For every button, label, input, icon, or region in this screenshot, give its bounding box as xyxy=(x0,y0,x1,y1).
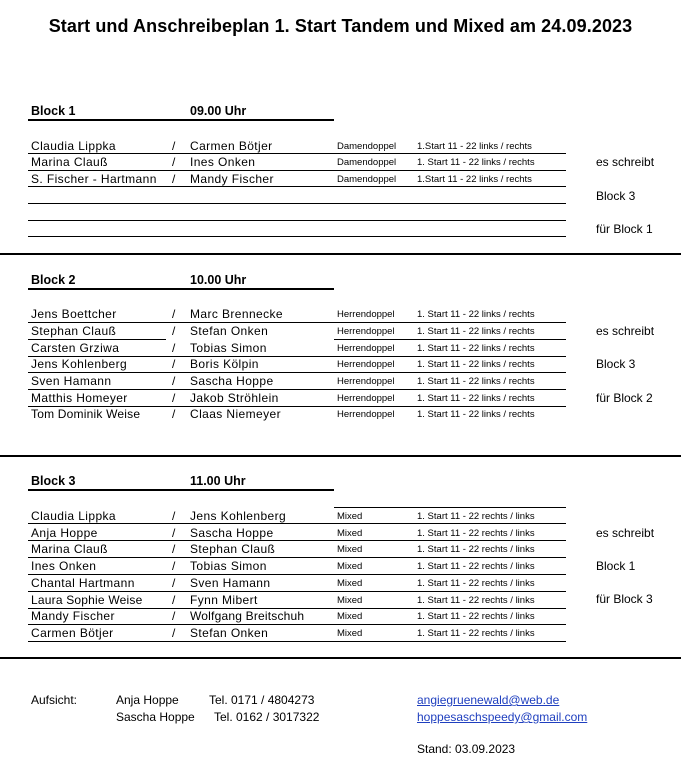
pair-separator: / xyxy=(172,341,176,355)
player-2: Sven Hamann xyxy=(190,576,271,590)
player-1: Carmen Bötjer xyxy=(31,626,114,640)
discipline: Mixed xyxy=(337,511,363,522)
pair-separator: / xyxy=(172,374,176,388)
side-note: für Block 2 xyxy=(596,391,653,405)
pair-separator: / xyxy=(172,357,176,371)
block-label: Block 1 xyxy=(31,104,76,118)
start-info: 1. Start 11 - 22 links / rechts xyxy=(417,376,535,387)
player-2: Carmen Bötjer xyxy=(190,139,273,153)
start-info: 1. Start 11 - 22 rechts / links xyxy=(417,578,535,589)
start-info: 1. Start 11 - 22 links / rechts xyxy=(417,409,535,420)
player-2: Sascha Hoppe xyxy=(190,374,274,388)
player-2: Stefan Onken xyxy=(190,626,269,640)
discipline: Mixed xyxy=(337,578,363,589)
table-row xyxy=(0,559,681,575)
player-2: Sascha Hoppe xyxy=(190,526,274,540)
pair-separator: / xyxy=(172,542,176,556)
row-rule xyxy=(28,153,566,154)
start-info: 1. Start 11 - 22 rechts / links xyxy=(417,628,535,639)
row-rule xyxy=(28,170,566,171)
pair-separator: / xyxy=(172,172,176,186)
player-1: Marina Clauß xyxy=(31,542,108,556)
start-info: 1. Start 11 - 22 rechts / links xyxy=(417,561,535,572)
block-time: 10.00 Uhr xyxy=(190,273,247,287)
player-2: Fynn Mibert xyxy=(190,593,258,607)
block-label: Block 2 xyxy=(31,273,76,287)
player-2: Tobias Simon xyxy=(190,341,267,355)
player-1: Tom Dominik Weise xyxy=(31,407,141,421)
table-row xyxy=(0,576,681,592)
table-row xyxy=(0,357,681,373)
player-2: Jakob Ströhlein xyxy=(190,391,279,405)
player-1: Laura Sophie Weise xyxy=(31,593,143,607)
email-link[interactable]: hoppesaschspeedy@gmail.com xyxy=(417,710,588,724)
start-info: 1. Start 11 - 22 links / rechts xyxy=(417,359,535,370)
discipline: Damendoppel xyxy=(337,141,397,152)
row-rule xyxy=(28,203,566,204)
row-rule xyxy=(28,523,566,524)
header-rule xyxy=(28,119,334,121)
table-row xyxy=(0,155,681,171)
row-rule xyxy=(28,574,566,575)
side-note: es schreibt xyxy=(596,526,655,540)
player-1: Anja Hoppe xyxy=(31,526,98,540)
player-2: Tobias Simon xyxy=(190,559,267,573)
row-rule xyxy=(28,557,566,558)
player-2: Stefan Onken xyxy=(190,324,269,338)
email-link[interactable]: angiegruenewald@web.de xyxy=(417,693,560,707)
pair-separator: / xyxy=(172,526,176,540)
pair-separator: / xyxy=(172,559,176,573)
discipline: Herrendoppel xyxy=(337,343,395,354)
discipline: Mixed xyxy=(337,611,363,622)
row-rule xyxy=(28,540,566,541)
start-info: 1. Start 11 - 22 links / rechts xyxy=(417,309,535,320)
side-note: Block 1 xyxy=(596,559,636,573)
row-rule xyxy=(28,591,566,592)
row-rule xyxy=(28,322,566,323)
table-row xyxy=(0,593,681,609)
block-divider xyxy=(0,657,681,659)
pair-separator: / xyxy=(172,509,176,523)
player-1: Carsten Grziwa xyxy=(31,341,120,355)
pair-separator: / xyxy=(172,626,176,640)
side-note: es schreibt xyxy=(596,324,655,338)
table-row xyxy=(0,626,681,642)
start-info: 1. Start 11 - 22 rechts / links xyxy=(417,528,535,539)
start-info: 1. Start 11 - 22 rechts / links xyxy=(417,611,535,622)
start-info: 1. Start 11 - 22 rechts / links xyxy=(417,511,535,522)
row-rule xyxy=(28,220,566,221)
start-info: 1. Start 11 - 22 links / rechts xyxy=(417,343,535,354)
table-row xyxy=(0,374,681,390)
player-2: Wolfgang Breitschuh xyxy=(190,609,305,623)
discipline: Mixed xyxy=(337,544,363,555)
row-rule xyxy=(28,339,166,340)
player-1: Chantal Hartmann xyxy=(31,576,135,590)
player-2: Jens Kohlenberg xyxy=(190,509,287,523)
table-row xyxy=(0,307,681,323)
row-rule xyxy=(28,372,566,373)
player-2: Stephan Clauß xyxy=(190,542,276,556)
supervisor-phone: Tel. 0171 / 4804273 xyxy=(209,693,315,707)
row-rule xyxy=(28,624,566,625)
row-rule xyxy=(28,236,566,237)
side-note: Block 3 xyxy=(596,189,636,203)
page-title: Start und Anschreibeplan 1. Start Tandem und Mixed am 24.09.2023 xyxy=(48,16,633,36)
discipline: Mixed xyxy=(337,561,363,572)
block-divider xyxy=(0,253,681,255)
discipline: Mixed xyxy=(337,628,363,639)
discipline: Herrendoppel xyxy=(337,376,395,387)
start-info: 1. Start 11 - 22 links / rechts xyxy=(417,393,535,404)
start-info: 1. Start 11 - 22 rechts / links xyxy=(417,544,535,555)
player-1: Claudia Lippka xyxy=(31,509,116,523)
block-time: 11.00 Uhr xyxy=(190,474,246,488)
row-rule xyxy=(28,389,566,390)
pair-separator: / xyxy=(172,139,176,153)
pair-separator: / xyxy=(172,609,176,623)
player-1: Ines Onken xyxy=(31,559,97,573)
discipline: Mixed xyxy=(337,528,363,539)
table-row xyxy=(0,407,681,423)
table-row xyxy=(0,542,681,558)
table-row xyxy=(0,341,681,357)
discipline: Herrendoppel xyxy=(337,309,395,320)
player-1: Claudia Lippka xyxy=(31,139,116,153)
player-1: Jens Boettcher xyxy=(31,307,117,321)
side-note: für Block 1 xyxy=(596,222,653,236)
player-1: Matthis Homeyer xyxy=(31,391,128,405)
block-time: 09.00 Uhr xyxy=(190,104,247,118)
header-rule xyxy=(28,489,334,491)
row-rule xyxy=(334,339,566,340)
player-1: Sven Hamann xyxy=(31,374,112,388)
discipline: Herrendoppel xyxy=(337,326,395,337)
side-note: für Block 3 xyxy=(596,592,653,606)
row-rule xyxy=(28,641,566,642)
pair-separator: / xyxy=(172,576,176,590)
start-info: 1. Start 11 - 22 rechts / links xyxy=(417,595,535,606)
stand-date: Stand: 03.09.2023 xyxy=(417,742,516,756)
player-2: Ines Onken xyxy=(190,155,256,169)
table-row xyxy=(0,609,681,625)
player-1: Mandy Fischer xyxy=(31,609,115,623)
table-row xyxy=(0,324,681,340)
block-divider xyxy=(0,455,681,457)
player-2: Mandy Fischer xyxy=(190,172,274,186)
pair-separator: / xyxy=(172,155,176,169)
block-label: Block 3 xyxy=(31,474,76,488)
pair-separator: / xyxy=(172,324,176,338)
supervisor-name: Anja Hoppe xyxy=(116,693,179,707)
discipline: Mixed xyxy=(337,595,363,606)
player-1: Jens Kohlenberg xyxy=(31,357,128,371)
pair-separator: / xyxy=(172,593,176,607)
start-info: 1.Start 11 - 22 links / rechts xyxy=(417,141,532,152)
supervision-label: Aufsicht: xyxy=(31,693,78,707)
player-1: S. Fischer - Hartmann xyxy=(31,172,157,186)
discipline: Herrendoppel xyxy=(337,409,395,420)
row-rule xyxy=(28,186,566,187)
table-row xyxy=(0,391,681,407)
header-rule xyxy=(28,288,334,290)
pair-separator: / xyxy=(172,307,176,321)
side-note: Block 3 xyxy=(596,357,636,371)
start-info: 1. Start 11 - 22 links / rechts xyxy=(417,157,535,168)
discipline: Damendoppel xyxy=(337,157,397,168)
discipline: Herrendoppel xyxy=(337,359,395,370)
pair-separator: / xyxy=(172,407,176,421)
player-1: Stephan Clauß xyxy=(31,324,117,338)
side-note: es schreibt xyxy=(596,155,655,169)
discipline: Damendoppel xyxy=(337,174,397,185)
player-1: Marina Clauß xyxy=(31,155,108,169)
supervisor-name: Sascha Hoppe xyxy=(116,710,195,724)
start-info: 1.Start 11 - 22 links / rechts xyxy=(417,174,532,185)
discipline: Herrendoppel xyxy=(337,393,395,404)
pair-separator: / xyxy=(172,391,176,405)
row-rule xyxy=(334,507,566,508)
player-2: Claas Niemeyer xyxy=(190,407,281,421)
player-2: Marc Brennecke xyxy=(190,307,283,321)
supervisor-phone: Tel. 0162 / 3017322 xyxy=(214,710,320,724)
player-2: Boris Kölpin xyxy=(190,357,259,371)
start-info: 1. Start 11 - 22 links / rechts xyxy=(417,326,535,337)
